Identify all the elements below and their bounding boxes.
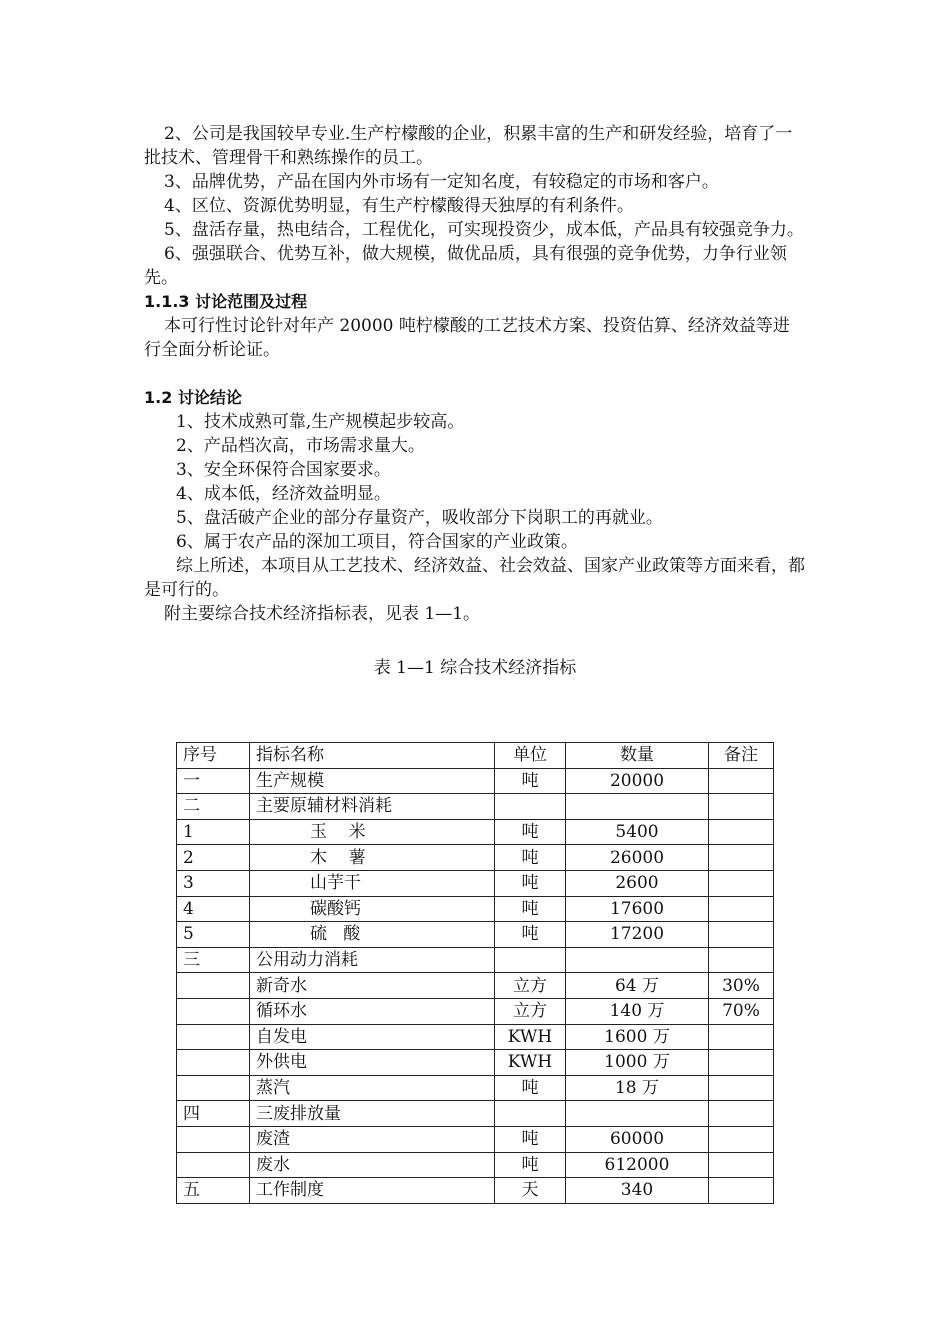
cell-indicator: 循环水	[250, 998, 495, 1024]
cell-serial: 五	[177, 1178, 250, 1204]
header-serial: 序号	[177, 743, 250, 769]
table-row	[177, 1126, 774, 1152]
cell-indicator: 新奇水	[250, 973, 495, 999]
conclusion-item-6: 6、属于农产品的深加工项目，符合国家的产业政策。	[176, 532, 578, 552]
heading-1-2: 1.2 讨论结论	[144, 388, 242, 407]
cell-indicator: 主要原辅材料消耗	[250, 794, 495, 820]
cell-indicator: 自发电	[250, 1024, 495, 1050]
cell-remark	[709, 896, 774, 922]
conclusion-item-1: 1、技术成熟可靠,生产规模起步较高。	[176, 412, 465, 432]
cell-indicator: 山芋干	[250, 870, 495, 896]
document-body	[144, 122, 806, 710]
cell-unit	[495, 794, 566, 820]
cell-indicator: 废渣	[250, 1126, 495, 1152]
conclusion-item-2: 2、产品档次高，市场需求量大。	[176, 436, 425, 456]
conclusion-item-4: 4、成本低，经济效益明显。	[176, 484, 391, 504]
cell-serial	[177, 998, 250, 1024]
table-row	[177, 896, 774, 922]
paragraph-advantage-5: 5、盘活存量，热电结合，工程优化，可实现投资少，成本低，产品具有较强竞争力。	[164, 220, 804, 240]
cell-remark	[709, 1152, 774, 1178]
cell-quantity: 2600	[566, 870, 709, 896]
cell-unit: KWH	[495, 1024, 566, 1050]
cell-remark	[709, 1126, 774, 1152]
cell-quantity: 1600 万	[566, 1024, 709, 1050]
cell-serial	[177, 1024, 250, 1050]
paragraph-scope: 本可行性讨论针对年产 20000 吨柠檬酸的工艺技术方案、投资估算、经济效益等进行全面分析论证。	[144, 316, 790, 360]
cell-unit: 吨	[495, 922, 566, 948]
table-row	[177, 998, 774, 1024]
cell-quantity: 64 万	[566, 973, 709, 999]
cell-serial: 1	[177, 819, 250, 845]
cell-quantity: 18 万	[566, 1075, 709, 1101]
paragraph-summary: 综上所述，本项目从工艺技术、经济效益、社会效益、国家产业政策等方面来看，都是可行的。	[144, 556, 805, 600]
conclusion-item-5: 5、盘活破产企业的部分存量资产，吸收部分下岗职工的再就业。	[176, 508, 663, 528]
cell-indicator: 硫 酸	[250, 922, 495, 948]
cell-remark: 70%	[709, 998, 774, 1024]
cell-unit: 立方	[495, 998, 566, 1024]
header-quantity: 数量	[566, 743, 709, 769]
cell-unit: 吨	[495, 870, 566, 896]
table-row	[177, 1075, 774, 1101]
cell-unit: 吨	[495, 819, 566, 845]
cell-quantity: 140 万	[566, 998, 709, 1024]
header-remark: 备注	[709, 743, 774, 769]
table-row	[177, 845, 774, 871]
table-row	[177, 973, 774, 999]
cell-remark	[709, 1050, 774, 1076]
header-indicator: 指标名称	[250, 743, 495, 769]
cell-serial: 一	[177, 768, 250, 794]
cell-unit: KWH	[495, 1050, 566, 1076]
cell-quantity	[566, 1101, 709, 1127]
table-row	[177, 1024, 774, 1050]
cell-remark	[709, 922, 774, 948]
cell-indicator: 蒸汽	[250, 1075, 495, 1101]
cell-indicator: 三废排放量	[250, 1101, 495, 1127]
cell-indicator: 玉 米	[250, 819, 495, 845]
cell-remark	[709, 1101, 774, 1127]
paragraph-advantage-6: 6、强强联合、优势互补，做大规模，做优品质，具有很强的竞争优势，力争行业领先。	[144, 244, 787, 288]
table-caption: 表 1—1 综合技术经济指标	[373, 658, 577, 678]
cell-remark	[709, 768, 774, 794]
cell-unit: 天	[495, 1178, 566, 1204]
cell-remark	[709, 947, 774, 973]
table-row	[177, 870, 774, 896]
cell-unit: 吨	[495, 1126, 566, 1152]
cell-quantity: 612000	[566, 1152, 709, 1178]
indicator-table	[176, 742, 774, 1204]
cell-unit: 吨	[495, 845, 566, 871]
cell-indicator: 废水	[250, 1152, 495, 1178]
cell-unit: 吨	[495, 768, 566, 794]
cell-indicator: 木 薯	[250, 845, 495, 871]
cell-indicator: 公用动力消耗	[250, 947, 495, 973]
table-row	[177, 1178, 774, 1204]
cell-serial	[177, 1126, 250, 1152]
cell-remark: 30%	[709, 973, 774, 999]
cell-serial	[177, 1152, 250, 1178]
cell-unit: 吨	[495, 1152, 566, 1178]
table-body	[177, 768, 774, 1203]
cell-serial: 4	[177, 896, 250, 922]
cell-serial: 2	[177, 845, 250, 871]
cell-serial	[177, 1050, 250, 1076]
cell-serial	[177, 973, 250, 999]
table-row	[177, 922, 774, 948]
cell-serial: 四	[177, 1101, 250, 1127]
cell-quantity	[566, 794, 709, 820]
paragraph-advantage-4: 4、区位、资源优势明显，有生产柠檬酸得天独厚的有利条件。	[164, 196, 634, 216]
cell-serial: 5	[177, 922, 250, 948]
conclusion-item-3: 3、安全环保符合国家要求。	[176, 460, 391, 480]
cell-remark	[709, 870, 774, 896]
cell-quantity: 60000	[566, 1126, 709, 1152]
table-row	[177, 819, 774, 845]
cell-quantity: 26000	[566, 845, 709, 871]
heading-1-1-3: 1.1.3 讨论范围及过程	[144, 292, 308, 311]
cell-quantity: 1000 万	[566, 1050, 709, 1076]
table-row	[177, 1050, 774, 1076]
cell-remark	[709, 819, 774, 845]
cell-indicator: 碳酸钙	[250, 896, 495, 922]
table-row	[177, 1152, 774, 1178]
cell-unit	[495, 947, 566, 973]
table-row	[177, 1101, 774, 1127]
cell-remark	[709, 1075, 774, 1101]
cell-indicator: 外供电	[250, 1050, 495, 1076]
cell-quantity	[566, 947, 709, 973]
cell-unit: 吨	[495, 1075, 566, 1101]
cell-remark	[709, 794, 774, 820]
table-header-row	[177, 743, 774, 769]
table-row	[177, 947, 774, 973]
cell-remark	[709, 845, 774, 871]
cell-quantity: 20000	[566, 768, 709, 794]
cell-serial: 3	[177, 870, 250, 896]
cell-quantity: 5400	[566, 819, 709, 845]
cell-quantity: 17200	[566, 922, 709, 948]
cell-indicator: 工作制度	[250, 1178, 495, 1204]
cell-quantity: 340	[566, 1178, 709, 1204]
cell-indicator: 生产规模	[250, 768, 495, 794]
cell-serial: 三	[177, 947, 250, 973]
table-row	[177, 768, 774, 794]
cell-unit: 吨	[495, 896, 566, 922]
cell-remark	[709, 1024, 774, 1050]
cell-serial	[177, 1075, 250, 1101]
cell-quantity: 17600	[566, 896, 709, 922]
cell-unit: 立方	[495, 973, 566, 999]
cell-remark	[709, 1178, 774, 1204]
paragraph-appendix: 附主要综合技术经济指标表，见表 1—1。	[164, 604, 481, 624]
table-row	[177, 794, 774, 820]
header-unit: 单位	[495, 743, 566, 769]
cell-unit	[495, 1101, 566, 1127]
cell-serial: 二	[177, 794, 250, 820]
paragraph-advantage-2: 2、公司是我国较早专业.生产柠檬酸的企业，积累丰富的生产和研发经验，培育了一批技术、管理骨干和熟练操作的员工。	[144, 124, 793, 168]
paragraph-advantage-3: 3、品牌优势，产品在国内外市场有一定知名度，有较稳定的市场和客户。	[164, 172, 719, 192]
